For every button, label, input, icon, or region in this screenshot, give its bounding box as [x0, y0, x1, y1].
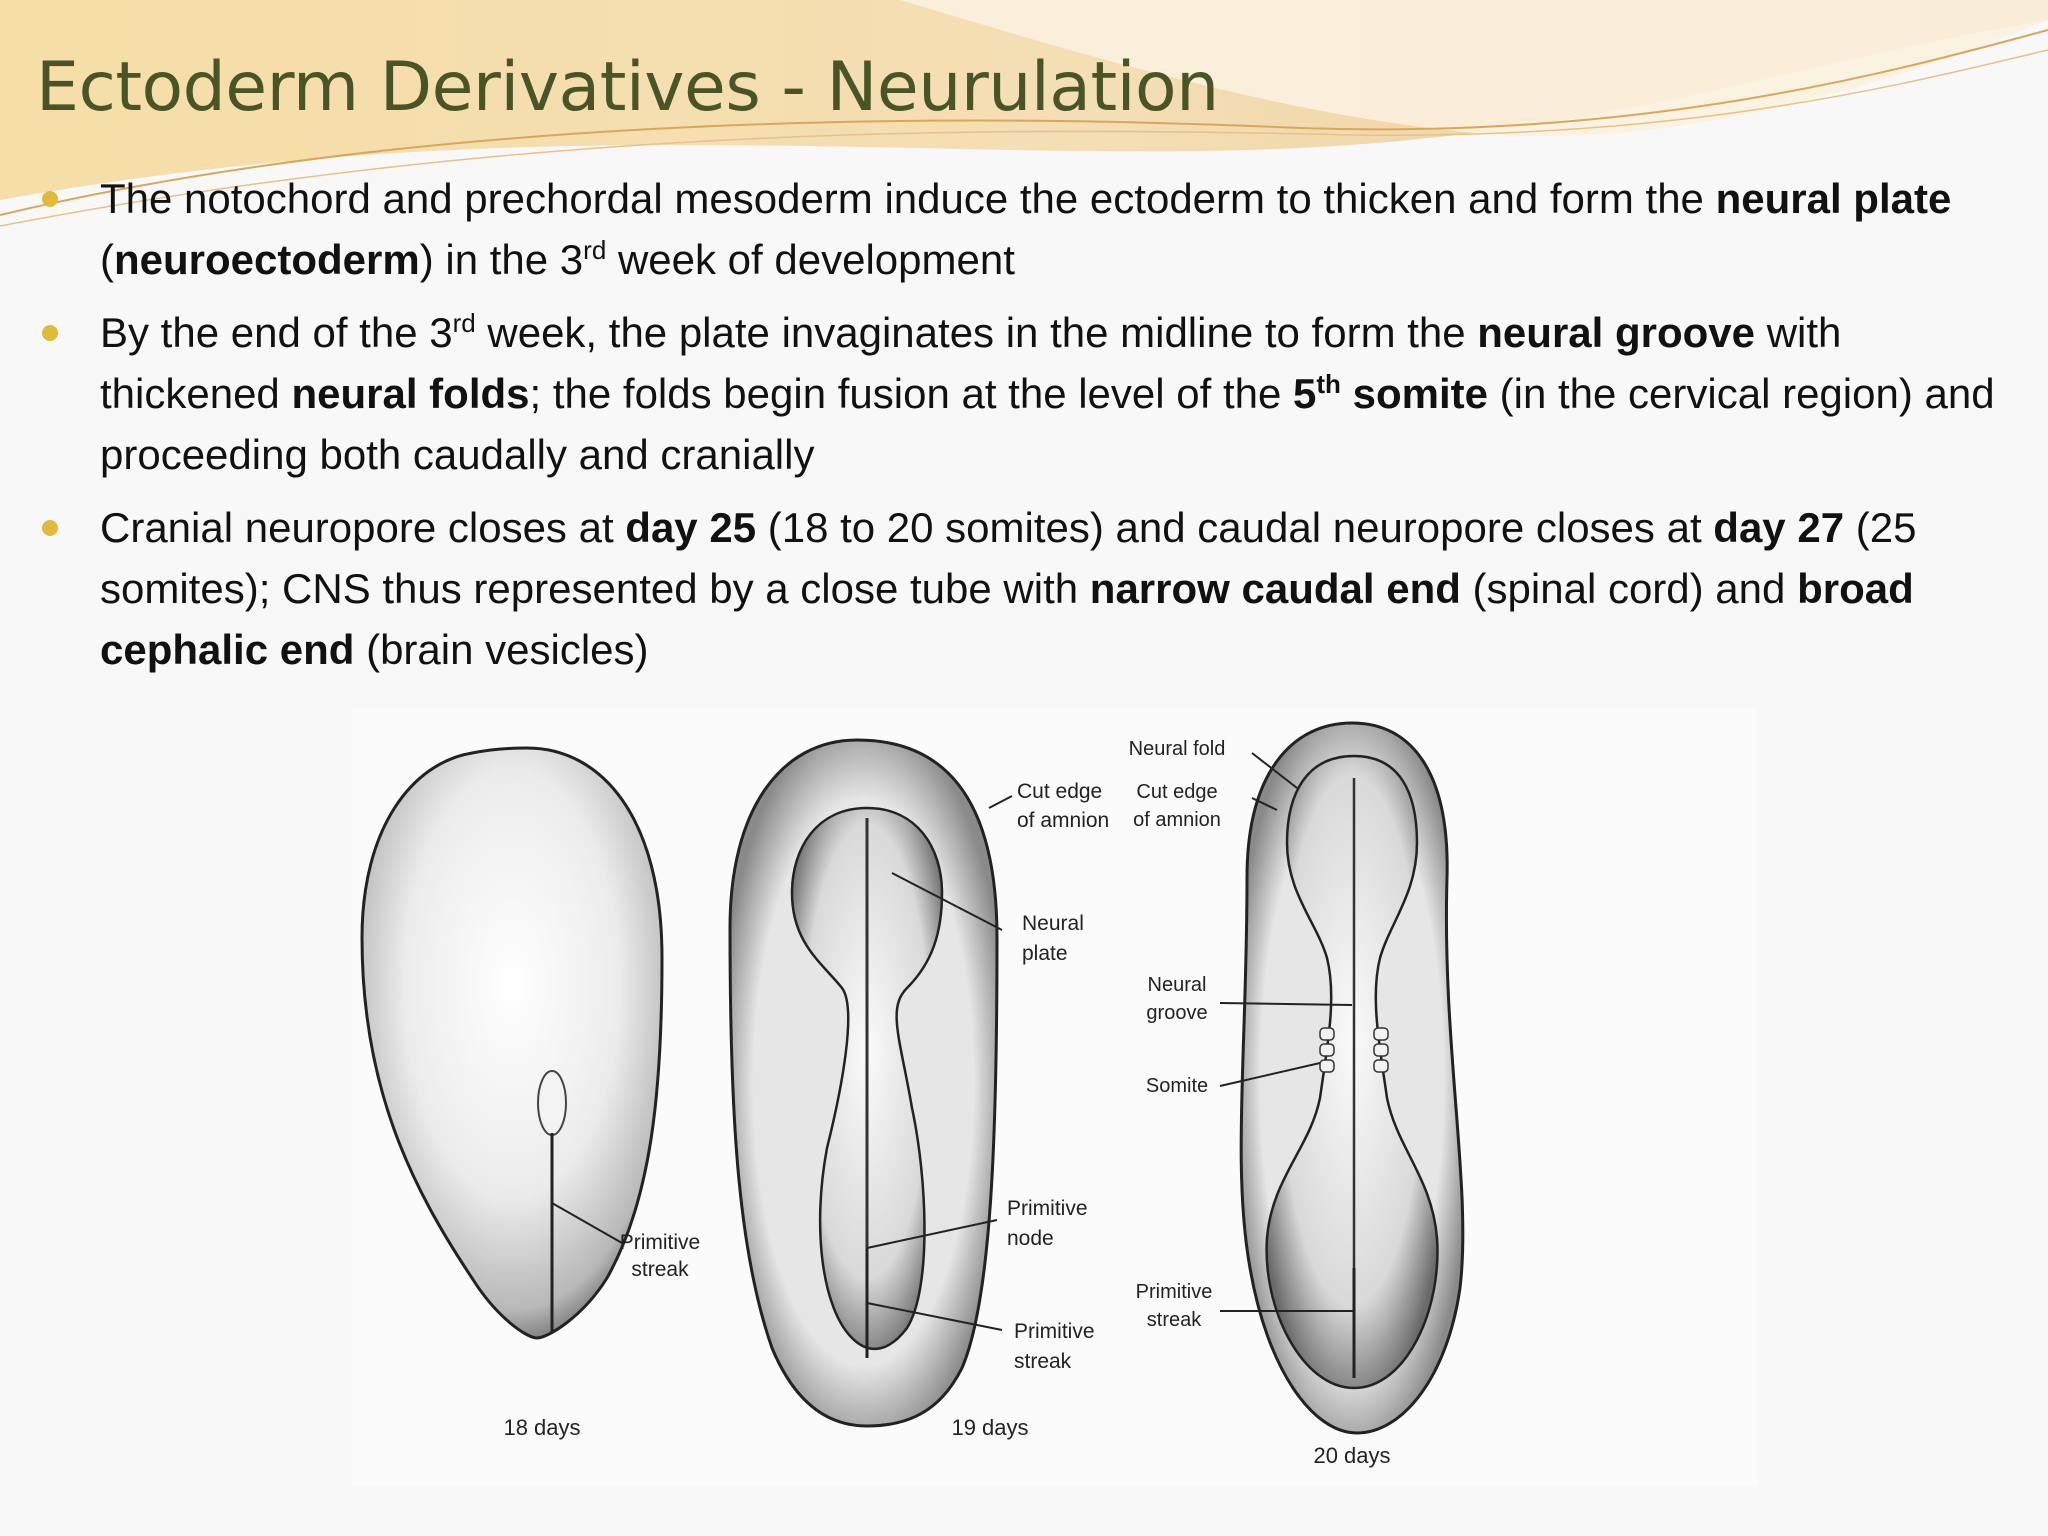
ordinal-superscript: th [1316, 369, 1341, 399]
bullet-text: ) in the 3 [419, 236, 584, 283]
bullet-text: (spinal cord) and [1460, 565, 1798, 612]
bold-term: 5 [1293, 370, 1317, 417]
embryo-18-days [362, 748, 700, 1440]
bullet-text: The notochord and prechordal mesoderm induce the ectoderm to thicken and form the [100, 175, 1716, 222]
label-neural-plate-19b: plate [1022, 942, 1068, 965]
bullet-text: By the end of the 3 [100, 309, 453, 356]
embryo-20-days [1129, 723, 1463, 1468]
bullet-item [36, 302, 2026, 485]
label-primitive-streak-19b: streak [1014, 1350, 1072, 1373]
somite-block [1374, 1060, 1388, 1072]
embryo-outline-18 [362, 748, 662, 1338]
neurulation-figure [352, 708, 1757, 1486]
bullet-text: week of development [606, 236, 1015, 283]
bold-term: neuroectoderm [114, 236, 420, 283]
label-somite-20: Somite [1145, 1075, 1209, 1097]
label-primitive-streak-19: Primitive [1014, 1320, 1095, 1343]
bullet-text: with thickened [100, 309, 1842, 417]
label-neural-groove-20: Neural [1147, 974, 1207, 996]
caption-19-days: 19 days [951, 1415, 1029, 1440]
bullet-list [36, 168, 2026, 692]
slide-title: Ectoderm Derivatives - Neurulation [36, 48, 1219, 127]
label-primitive-node-19: Primitive [1007, 1197, 1088, 1220]
embryo-19-days [730, 740, 1109, 1440]
ordinal-superscript: rd [452, 308, 476, 338]
bold-term: neural folds [291, 370, 530, 417]
bold-term: day 27 [1713, 504, 1845, 551]
bullet-text: (brain vesicles) [354, 626, 649, 673]
label-cut-edge-20b: of amnion [1133, 809, 1221, 831]
bullet-text: ; the folds begin fusion at the level of the [529, 370, 1294, 417]
somite-block [1320, 1060, 1334, 1072]
bold-term: somite [1340, 370, 1488, 417]
caption-20-days: 20 days [1313, 1443, 1391, 1468]
bullet-dot-icon [42, 325, 58, 341]
bullet-dot-icon [42, 191, 58, 207]
label-cut-edge-19b: of amnion [1017, 809, 1110, 832]
primitive-node-18 [538, 1071, 566, 1135]
bullet-text: week, the plate invaginates in the midline to form the [475, 309, 1478, 356]
label-primitive-streak-18: Primitive [619, 1231, 701, 1254]
bullet-item [36, 497, 2026, 680]
bold-term: neural groove [1477, 309, 1756, 356]
somite-block [1320, 1028, 1334, 1040]
bullet-item [36, 168, 2026, 290]
bullet-text: Cranial neuropore closes at [100, 504, 626, 551]
bold-term: narrow caudal end [1089, 565, 1461, 612]
label-cut-edge-19: Cut edge [1017, 780, 1103, 803]
bullet-text: (18 to 20 somites) and caudal neuropore closes at [756, 504, 1714, 551]
somite-block [1374, 1044, 1388, 1056]
somite-block [1374, 1028, 1388, 1040]
leader-line [989, 796, 1012, 808]
label-neural-groove-20b: groove [1146, 1002, 1208, 1024]
bullet-text: (in the cervical region) and proceeding both caudally and cranially [100, 370, 1995, 478]
bold-term: neural plate [1715, 175, 1952, 222]
label-neural-fold-20: Neural fold [1128, 738, 1226, 760]
bullet-text: ( [100, 236, 114, 283]
somite-block [1320, 1044, 1334, 1056]
label-primitive-streak-20: Primitive [1135, 1281, 1213, 1303]
label-neural-plate-19: Neural [1022, 912, 1084, 935]
caption-18-days: 18 days [503, 1415, 581, 1440]
bullet-dot-icon [42, 520, 58, 536]
label-primitive-streak-18b: streak [631, 1258, 689, 1281]
label-cut-edge-20: Cut edge [1136, 781, 1218, 803]
bold-term: broad cephalic end [100, 565, 1914, 673]
label-primitive-streak-20b: streak [1146, 1309, 1202, 1331]
bullet-text: (25 somites); CNS thus represented by a close tube with [100, 504, 1917, 612]
label-primitive-node-19b: node [1007, 1227, 1054, 1250]
ordinal-superscript: rd [583, 235, 607, 265]
bold-term: day 25 [625, 504, 757, 551]
